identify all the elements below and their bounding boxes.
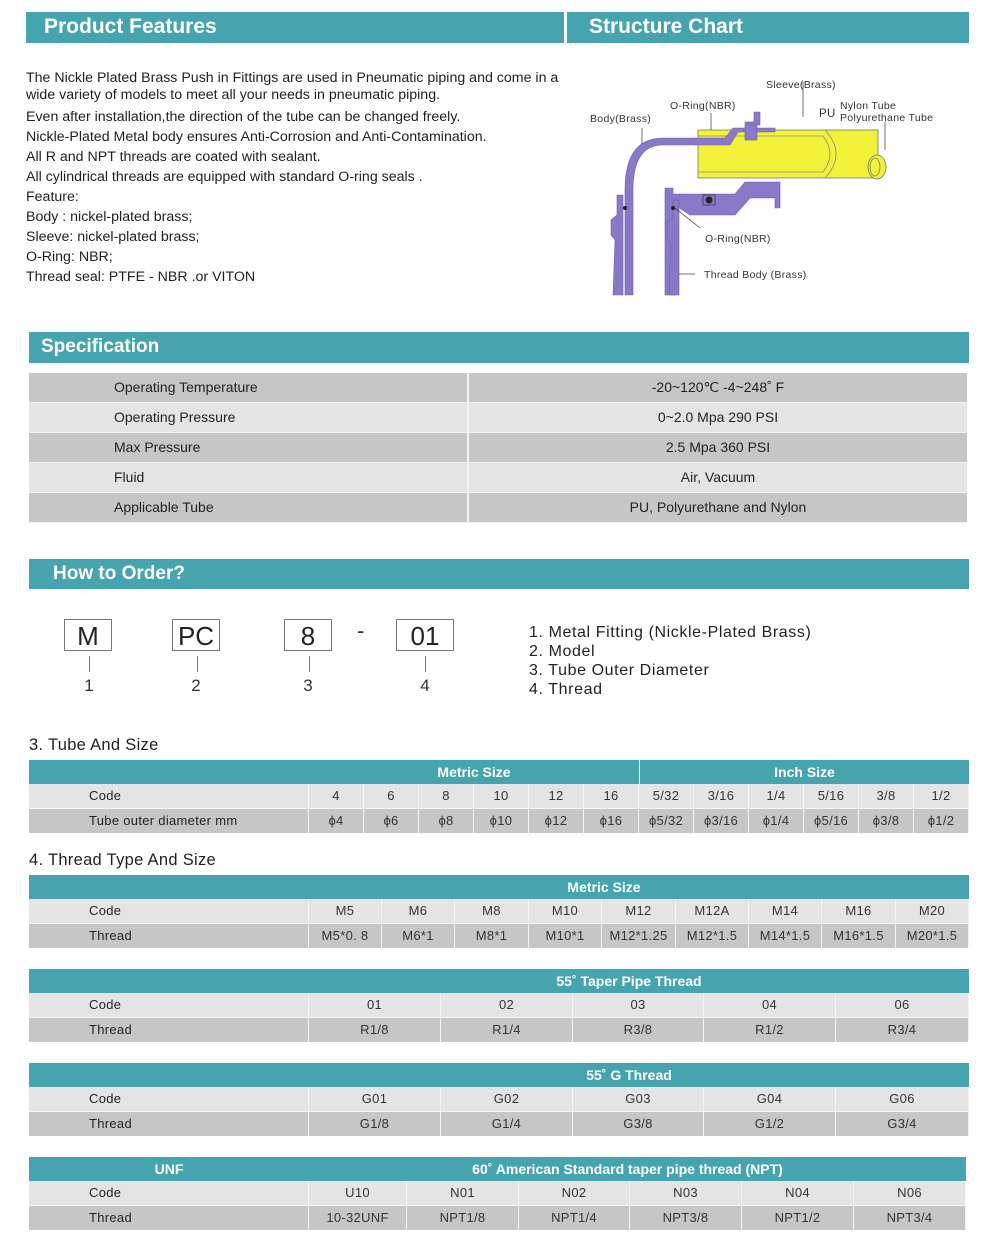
- table-cell: 06: [836, 993, 969, 1017]
- row-label: Thread: [29, 1206, 309, 1230]
- oring-dot: [706, 197, 713, 204]
- table-cell: NPT1/2: [742, 1206, 854, 1230]
- oring-dot: [623, 206, 627, 210]
- spec-row: [29, 433, 967, 463]
- features-line: Nickle-Plated Metal body ensures Anti-Corrosion and Anti-Contamination.: [26, 129, 487, 145]
- table-cell: M10: [529, 899, 602, 923]
- order-code-connector: [425, 656, 426, 672]
- spec-label: Max Pressure: [29, 433, 469, 462]
- how-to-order-title: How to Order?: [53, 563, 185, 584]
- table-cell: 04: [704, 993, 836, 1017]
- oring-dot: [671, 206, 675, 210]
- npt-header: 60˚ American Standard taper pipe thread (NPT): [309, 1157, 966, 1181]
- order-code-number: 2: [191, 676, 201, 695]
- metric-thread-table: [29, 875, 969, 948]
- inch-size-header: Inch Size: [639, 760, 969, 784]
- product-features-title: Product Features: [44, 15, 217, 38]
- thread-size-title: 4. Thread Type And Size: [29, 851, 216, 869]
- tube-size-title: 3. Tube And Size: [29, 736, 159, 754]
- spec-row: [29, 373, 967, 403]
- table-cell: N01: [407, 1181, 519, 1205]
- table-cell: 03: [573, 993, 704, 1017]
- tube-size-table: [29, 760, 969, 833]
- table-cell: R1/8: [309, 1018, 441, 1042]
- taper-thread-table: [29, 969, 969, 1042]
- table-cell: ϕ1/2: [914, 809, 969, 833]
- table-cell: G1/8: [309, 1112, 441, 1136]
- g-thread-header: 55˚ G Thread: [309, 1063, 969, 1087]
- row-label: Code: [29, 899, 309, 923]
- row-label: Code: [29, 1087, 309, 1111]
- table-cell: N03: [630, 1181, 742, 1205]
- row-label: Thread: [29, 924, 309, 948]
- table-cell: NPT3/8: [630, 1206, 742, 1230]
- table-cell: ϕ16: [584, 809, 639, 833]
- table-cell: G06: [836, 1087, 969, 1111]
- table-cell: ϕ8: [419, 809, 474, 833]
- table-cell: M14: [749, 899, 822, 923]
- header-spacer: [29, 760, 309, 784]
- features-line: Sleeve: nickel-plated brass;: [26, 229, 200, 245]
- metric-size-header: Metric Size: [309, 760, 639, 784]
- table-cell: G02: [441, 1087, 573, 1111]
- npt-code-row: [29, 1181, 966, 1206]
- features-line: All cylindrical threads are equipped with standard O-ring seals .: [26, 169, 423, 185]
- table-cell: R1/2: [704, 1018, 836, 1042]
- metric-code-row: [29, 899, 969, 924]
- table-cell: ϕ4: [309, 809, 364, 833]
- g-thread-row: [29, 1112, 969, 1136]
- table-cell: NPT3/4: [854, 1206, 966, 1230]
- order-code-box: 8: [284, 619, 332, 651]
- features-line: All R and NPT threads are coated with sealant.: [26, 149, 321, 165]
- features-line: Body : nickel-plated brass;: [26, 209, 193, 225]
- header-spacer: [29, 969, 309, 993]
- row-label: Code: [29, 1181, 309, 1205]
- order-code-box: M: [64, 619, 112, 651]
- product-features-header: [26, 12, 564, 43]
- specification-table: [29, 373, 967, 523]
- table-cell: 3/16: [694, 784, 749, 808]
- spec-row: [29, 403, 967, 433]
- fitting-body-illustration: [611, 112, 780, 295]
- row-label: Tube outer diameter mm: [29, 809, 309, 833]
- order-code-number: 1: [84, 676, 94, 695]
- spec-value: Air, Vacuum: [680, 469, 756, 485]
- row-label: Code: [29, 784, 309, 808]
- label-polyurethane: Polyurethane Tube: [840, 112, 934, 124]
- structure-chart-header: [567, 12, 969, 43]
- order-legend: [529, 623, 811, 699]
- table-cell: G04: [704, 1087, 836, 1111]
- table-cell: M10*1: [529, 924, 602, 948]
- table-cell: 01: [309, 993, 441, 1017]
- table-cell: M6*1: [382, 924, 455, 948]
- taper-code-row: [29, 993, 969, 1018]
- features-intro: The Nickle Plated Brass Push in Fittings are used in Pneumatic piping and come in a wide variety of models to meet all your needs in pneumatic piping.: [26, 70, 559, 103]
- order-code-connector: [197, 656, 198, 672]
- order-legend-item: 4. Thread: [529, 681, 603, 698]
- spec-value: PU, Polyurethane and Nylon: [629, 499, 807, 515]
- taper-thread-header-row: [29, 969, 969, 993]
- table-cell: ϕ10: [474, 809, 529, 833]
- table-cell: 3/8: [859, 784, 914, 808]
- label-body: Body(Brass): [590, 113, 652, 125]
- features-line: O-Ring: NBR;: [26, 249, 113, 265]
- unf-header: UNF: [29, 1157, 309, 1181]
- order-legend-item: 1. Metal Fitting (Nickle-Plated Brass): [529, 624, 812, 641]
- label-nylon: Nylon Tube: [840, 100, 897, 112]
- taper-thread-row: [29, 1018, 969, 1042]
- table-cell: ϕ3/8: [859, 809, 914, 833]
- order-code-number: 3: [303, 676, 313, 695]
- table-cell: R3/4: [836, 1018, 969, 1042]
- features-line: Thread seal: PTFE - NBR .or VITON: [26, 269, 256, 285]
- table-cell: 02: [441, 993, 573, 1017]
- table-cell: 16: [584, 784, 639, 808]
- spec-value: -20~120℃ -4~248˚ F: [651, 379, 785, 395]
- npt-thread-row: [29, 1206, 966, 1230]
- order-code-number: 4: [420, 676, 430, 695]
- table-cell: M12: [602, 899, 676, 923]
- table-cell: 10: [474, 784, 529, 808]
- table-cell: G3/4: [836, 1112, 969, 1136]
- table-cell: ϕ5/32: [639, 809, 694, 833]
- metric-thread-row: [29, 924, 969, 948]
- spec-value: 0~2.0 Mpa 290 PSI: [657, 409, 779, 425]
- table-cell: M16: [822, 899, 896, 923]
- table-cell: ϕ5/16: [804, 809, 859, 833]
- table-cell: 5/16: [804, 784, 859, 808]
- order-code-connector: [309, 656, 310, 672]
- table-cell: U10: [309, 1181, 407, 1205]
- table-cell: G01: [309, 1087, 441, 1111]
- table-cell: R3/8: [573, 1018, 704, 1042]
- g-thread-header-row: [29, 1063, 969, 1087]
- row-label: Thread: [29, 1018, 309, 1042]
- spec-label: Operating Temperature: [29, 373, 469, 402]
- structure-diagram: [585, 70, 965, 300]
- tube-code-row: [29, 784, 969, 809]
- taper-thread-header: 55˚ Taper Pipe Thread: [309, 969, 969, 993]
- order-legend-item: 3. Tube Outer Diameter: [529, 662, 710, 679]
- table-cell: 12: [529, 784, 584, 808]
- tube-size-header-row: [29, 760, 969, 784]
- structure-chart-title: Structure Chart: [589, 15, 744, 38]
- table-cell: G1/2: [704, 1112, 836, 1136]
- npt-thread-header-row: [29, 1157, 966, 1181]
- metric-thread-header-row: [29, 875, 969, 899]
- table-cell: ϕ3/16: [694, 809, 749, 833]
- table-cell: G3/8: [573, 1112, 704, 1136]
- table-cell: M6: [382, 899, 455, 923]
- table-cell: 5/32: [639, 784, 694, 808]
- table-cell: ϕ12: [529, 809, 584, 833]
- header-spacer: [29, 875, 309, 899]
- table-cell: 1/4: [749, 784, 804, 808]
- table-cell: M8*1: [455, 924, 529, 948]
- table-cell: M20*1.5: [896, 924, 969, 948]
- table-cell: 6: [364, 784, 419, 808]
- order-legend-item: 2. Model: [529, 643, 596, 660]
- order-code-dash: -: [357, 618, 365, 643]
- g-thread-table: [29, 1063, 969, 1136]
- table-cell: M16*1.5: [822, 924, 896, 948]
- table-cell: NPT1/8: [407, 1206, 519, 1230]
- table-cell: G1/4: [441, 1112, 573, 1136]
- tube-diameter-row: [29, 809, 969, 833]
- table-cell: M5*0. 8: [309, 924, 382, 948]
- g-code-row: [29, 1087, 969, 1112]
- header-spacer: [29, 1063, 309, 1087]
- table-cell: N06: [854, 1181, 966, 1205]
- label-sleeve: Sleeve(Brass): [766, 79, 836, 91]
- spec-row: [29, 463, 967, 493]
- npt-thread-table: [29, 1157, 966, 1230]
- table-cell: 4: [309, 784, 364, 808]
- features-line: Even after installation,the direction of the tube can be changed freely.: [26, 109, 461, 125]
- table-cell: R1/4: [441, 1018, 573, 1042]
- table-cell: M5: [309, 899, 382, 923]
- features-line: Feature:: [26, 189, 79, 205]
- metric-thread-header: Metric Size: [309, 875, 969, 899]
- specification-header: [29, 332, 969, 363]
- table-cell: NPT1/4: [519, 1206, 630, 1230]
- features-text: [26, 70, 566, 287]
- label-thread-body: Thread Body (Brass): [704, 269, 807, 281]
- how-to-order-header: [29, 559, 969, 589]
- label-oring-top: O-Ring(NBR): [670, 100, 736, 112]
- spec-label: Applicable Tube: [29, 493, 469, 522]
- spec-label: Operating Pressure: [29, 403, 469, 432]
- row-label: Code: [29, 993, 309, 1017]
- table-cell: G03: [573, 1087, 704, 1111]
- spec-label: Fluid: [29, 463, 469, 492]
- order-code-box: 01: [396, 619, 454, 651]
- table-cell: M12A: [676, 899, 749, 923]
- table-cell: M12*1.5: [676, 924, 749, 948]
- label-pu: PU: [819, 108, 836, 120]
- row-label: Thread: [29, 1112, 309, 1136]
- label-oring-bottom: O-Ring(NBR): [705, 233, 771, 245]
- table-cell: M20: [896, 899, 969, 923]
- specification-title: Specification: [41, 336, 160, 357]
- table-cell: M8: [455, 899, 529, 923]
- table-cell: 1/2: [914, 784, 969, 808]
- table-cell: ϕ6: [364, 809, 419, 833]
- table-cell: M14*1.5: [749, 924, 822, 948]
- table-cell: 8: [419, 784, 474, 808]
- table-cell: N02: [519, 1181, 630, 1205]
- table-cell: N04: [742, 1181, 854, 1205]
- spec-row: [29, 493, 967, 523]
- spec-value: 2.5 Mpa 360 PSI: [665, 439, 771, 455]
- order-code-connector: [89, 656, 90, 672]
- table-cell: ϕ1/4: [749, 809, 804, 833]
- table-cell: 10-32UNF: [309, 1206, 407, 1230]
- table-cell: M12*1.25: [602, 924, 676, 948]
- order-code-box: PC: [172, 619, 220, 651]
